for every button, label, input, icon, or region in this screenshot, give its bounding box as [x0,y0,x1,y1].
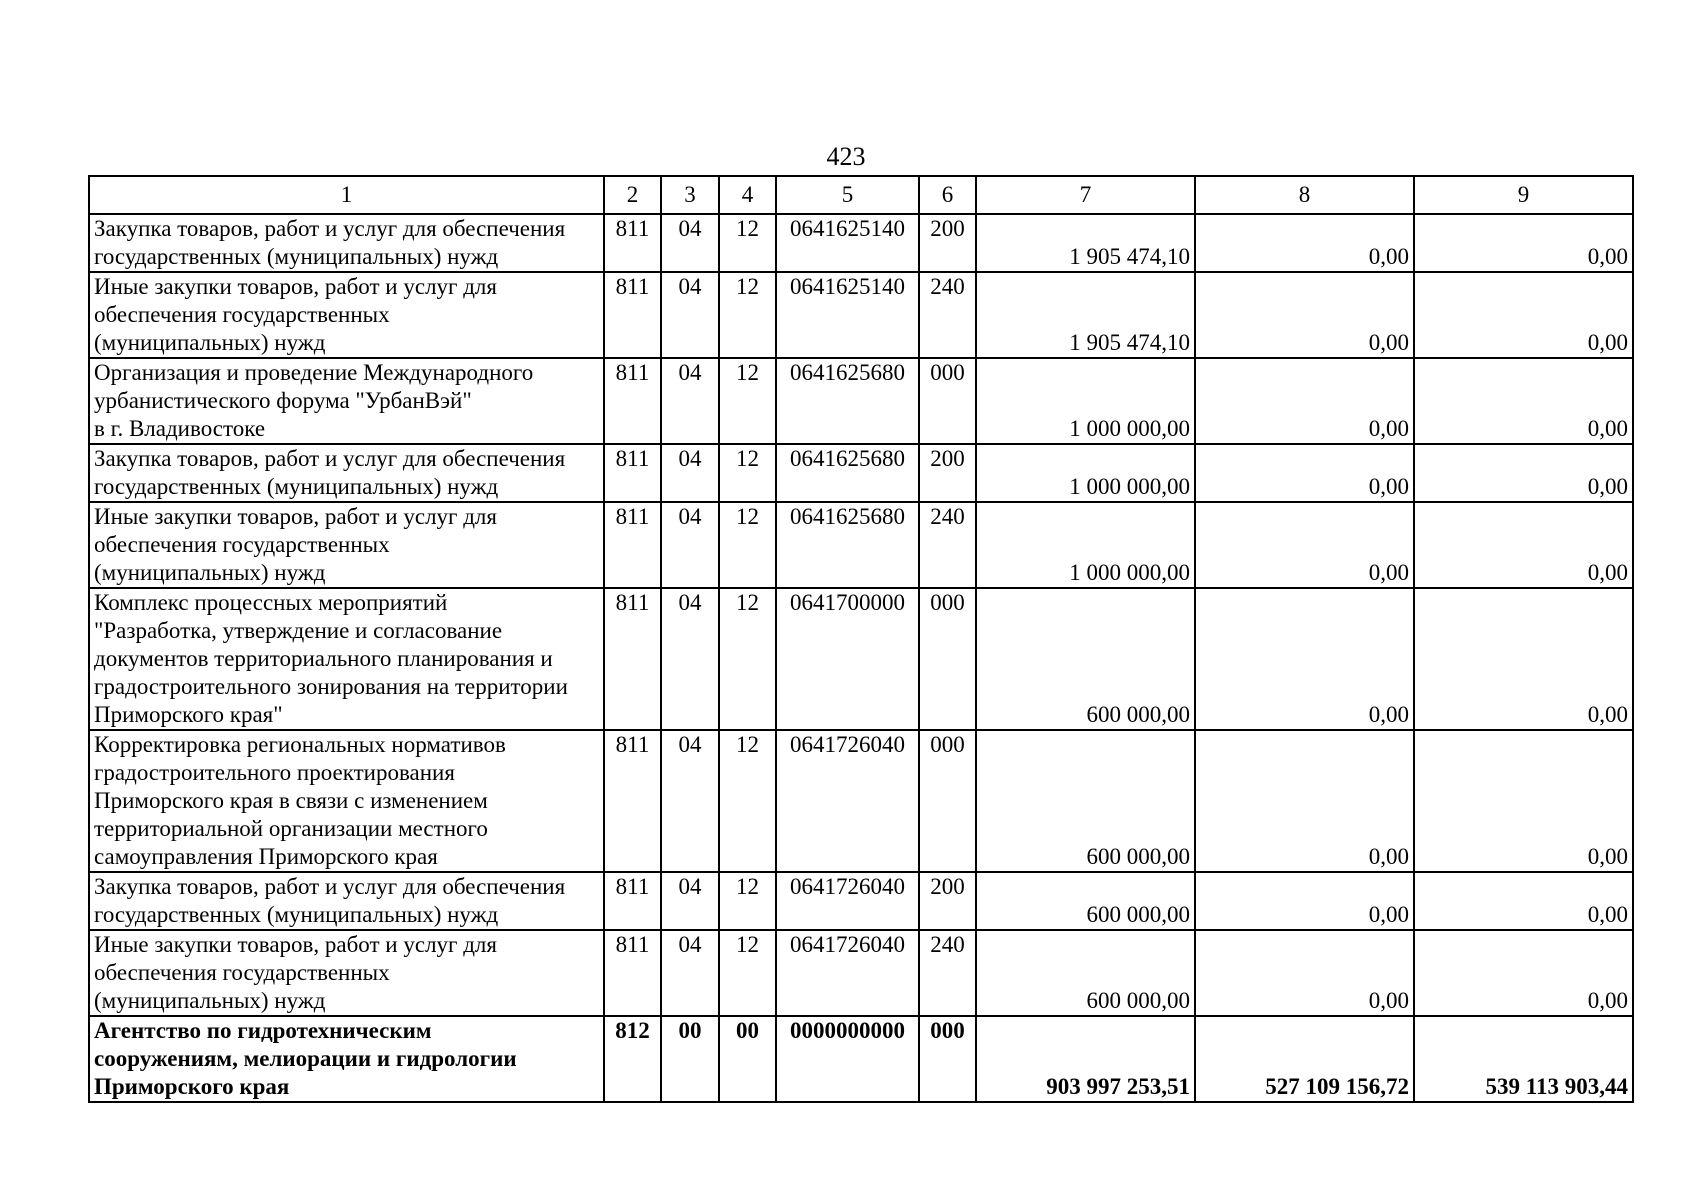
admin-code-cell: 811 [604,214,661,272]
target-article-cell: 0641625680 [776,502,919,588]
subsection-code-cell: 12 [719,272,776,358]
row-name-cell: Иные закупки товаров, работ и услуг для обеспечения государственных (муниципальных) нужд [89,272,604,358]
amount-year1-cell: 1 000 000,00 [976,444,1195,502]
column-header: 8 [1195,176,1414,214]
table-row [89,444,1633,502]
amount-year2-cell: 0,00 [1195,588,1414,730]
amount-year1-cell: 600 000,00 [976,872,1195,930]
row-name-cell: Иные закупки товаров, работ и услуг для обеспечения государственных (муниципальных) нужд [89,930,604,1016]
row-name-cell: Закупка товаров, работ и услуг для обеспечения государственных (муниципальных) нужд [89,872,604,930]
target-article-cell: 0000000000 [776,1016,919,1102]
amount-year2-cell: 0,00 [1195,444,1414,502]
row-name-cell: Закупка товаров, работ и услуг для обеспечения государственных (муниципальных) нужд [89,214,604,272]
admin-code-cell: 811 [604,872,661,930]
table-row [89,930,1633,1016]
expense-type-cell: 000 [919,588,976,730]
table-row [89,588,1633,730]
amount-year3-cell: 0,00 [1414,872,1633,930]
admin-code-cell: 811 [604,444,661,502]
admin-code-cell: 811 [604,930,661,1016]
row-name-cell: Иные закупки товаров, работ и услуг для обеспечения государственных (муниципальных) нужд [89,502,604,588]
column-header: 2 [604,176,661,214]
amount-year3-cell: 0,00 [1414,358,1633,444]
table-row [89,358,1633,444]
amount-year1-cell: 1 905 474,10 [976,214,1195,272]
amount-year1-cell: 600 000,00 [976,730,1195,872]
amount-year1-cell: 903 997 253,51 [976,1016,1195,1102]
admin-code-cell: 811 [604,272,661,358]
table-row [89,1016,1633,1102]
admin-code-cell: 811 [604,588,661,730]
target-article-cell: 0641625680 [776,444,919,502]
amount-year1-cell: 1 905 474,10 [976,272,1195,358]
target-article-cell: 0641625140 [776,272,919,358]
amount-year3-cell: 0,00 [1414,588,1633,730]
target-article-cell: 0641726040 [776,930,919,1016]
amount-year3-cell: 0,00 [1414,730,1633,872]
table-row [89,730,1633,872]
section-code-cell: 04 [661,444,719,502]
budget-table [88,175,1634,1103]
target-article-cell: 0641700000 [776,588,919,730]
amount-year2-cell: 0,00 [1195,214,1414,272]
subsection-code-cell: 12 [719,214,776,272]
section-code-cell: 04 [661,930,719,1016]
subsection-code-cell: 12 [719,872,776,930]
amount-year1-cell: 600 000,00 [976,930,1195,1016]
amount-year2-cell: 0,00 [1195,502,1414,588]
amount-year1-cell: 1 000 000,00 [976,502,1195,588]
amount-year2-cell: 0,00 [1195,272,1414,358]
subsection-code-cell: 12 [719,588,776,730]
table-row [89,502,1633,588]
amount-year3-cell: 0,00 [1414,930,1633,1016]
expense-type-cell: 200 [919,444,976,502]
column-header-row [89,176,1633,214]
admin-code-cell: 811 [604,358,661,444]
expense-type-cell: 000 [919,358,976,444]
amount-year3-cell: 0,00 [1414,214,1633,272]
table-row [89,214,1633,272]
section-code-cell: 04 [661,730,719,872]
admin-code-cell: 811 [604,730,661,872]
admin-code-cell: 811 [604,502,661,588]
row-name-cell: Агентство по гидротехническим сооружениям, мелиорации и гидрологии Приморского края [89,1016,604,1102]
column-header: 5 [776,176,919,214]
target-article-cell: 0641625140 [776,214,919,272]
amount-year3-cell: 0,00 [1414,502,1633,588]
column-header: 7 [976,176,1195,214]
expense-type-cell: 000 [919,730,976,872]
expense-type-cell: 200 [919,214,976,272]
section-code-cell: 04 [661,588,719,730]
target-article-cell: 0641726040 [776,872,919,930]
expense-type-cell: 240 [919,930,976,1016]
amount-year2-cell: 527 109 156,72 [1195,1016,1414,1102]
target-article-cell: 0641625680 [776,358,919,444]
row-name-cell: Корректировка региональных нормативов градостроительного проектирования Приморского края в связи с изменением территориальной организации местного самоуправления Приморского края [89,730,604,872]
column-header: 1 [89,176,604,214]
amount-year3-cell: 0,00 [1414,272,1633,358]
expense-type-cell: 240 [919,272,976,358]
row-name-cell: Организация и проведение Международного урбанистического форума "УрбанВэй" в г. Владивостоке [89,358,604,444]
expense-type-cell: 200 [919,872,976,930]
subsection-code-cell: 12 [719,930,776,1016]
section-code-cell: 04 [661,502,719,588]
amount-year2-cell: 0,00 [1195,730,1414,872]
column-header: 9 [1414,176,1633,214]
subsection-code-cell: 12 [719,502,776,588]
row-name-cell: Закупка товаров, работ и услуг для обеспечения государственных (муниципальных) нужд [89,444,604,502]
amount-year2-cell: 0,00 [1195,930,1414,1016]
column-header: 6 [919,176,976,214]
section-code-cell: 04 [661,872,719,930]
expense-type-cell: 000 [919,1016,976,1102]
column-header: 3 [661,176,719,214]
amount-year2-cell: 0,00 [1195,872,1414,930]
amount-year3-cell: 0,00 [1414,444,1633,502]
column-header: 4 [719,176,776,214]
amount-year3-cell: 539 113 903,44 [1414,1016,1633,1102]
table-row [89,272,1633,358]
section-code-cell: 00 [661,1016,719,1102]
section-code-cell: 04 [661,272,719,358]
subsection-code-cell: 12 [719,444,776,502]
table-row [89,872,1633,930]
table-body [89,176,1633,1102]
section-code-cell: 04 [661,214,719,272]
subsection-code-cell: 12 [719,730,776,872]
page-number: 423 [826,142,866,171]
amount-year2-cell: 0,00 [1195,358,1414,444]
subsection-code-cell: 12 [719,358,776,444]
section-code-cell: 04 [661,358,719,444]
amount-year1-cell: 600 000,00 [976,588,1195,730]
expense-type-cell: 240 [919,502,976,588]
target-article-cell: 0641726040 [776,730,919,872]
subsection-code-cell: 00 [719,1016,776,1102]
admin-code-cell: 812 [604,1016,661,1102]
row-name-cell: Комплекс процессных мероприятий "Разработка, утверждение и согласование документов территориального планирования и градостроительного зонирования на территории Приморского края" [89,588,604,730]
amount-year1-cell: 1 000 000,00 [976,358,1195,444]
